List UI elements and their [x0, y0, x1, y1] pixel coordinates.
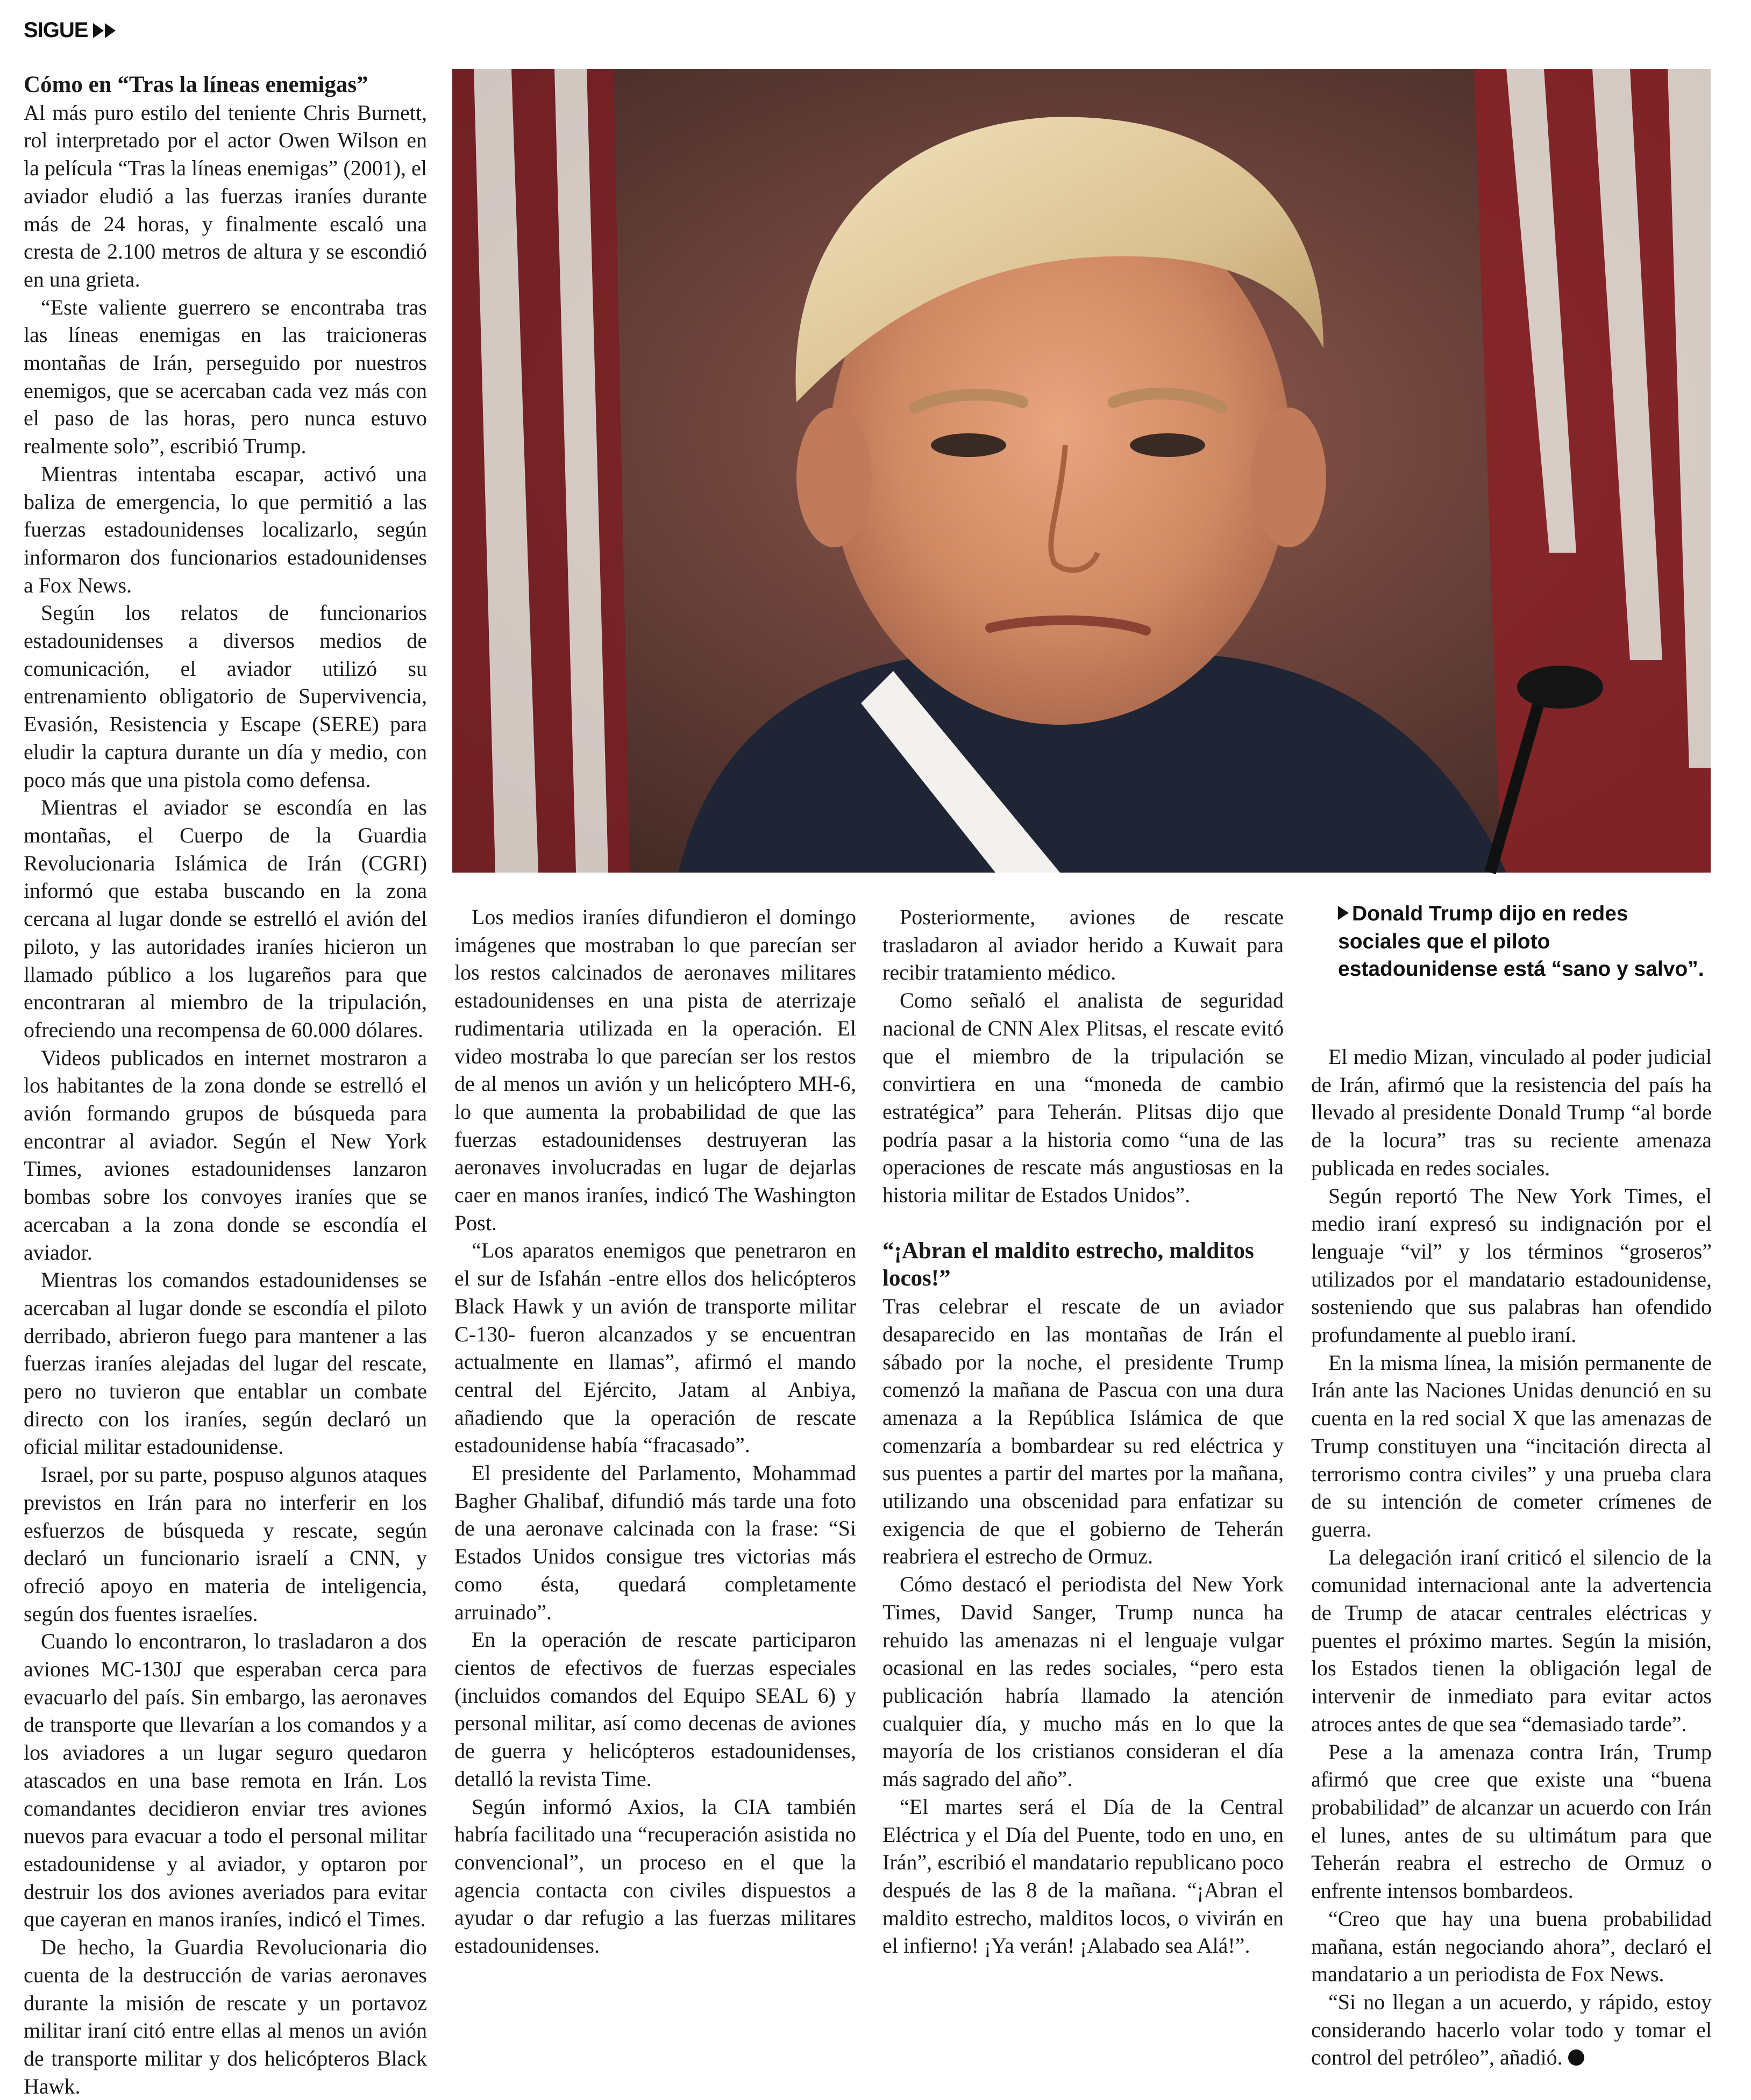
portrait-illustration: [452, 69, 1711, 873]
article-heading: Cómo en “Tras la líneas enemigas”: [24, 72, 368, 97]
paragraph: El medio Mizan, vinculado al poder judicial de Irán, afirmó que la resistencia del país ha llevado al presidente Donald Trump “al borde de la locura” tras su reciente amenaza publicada en redes sociales.: [1311, 1045, 1712, 1180]
photo-caption: [1338, 900, 1714, 983]
double-arrow-icon: [93, 23, 117, 38]
paragraph: Como señaló el analista de seguridad nacional de CNN Alex Plitsas, el rescate evitó que el miembro de la tripulación se convirtiera en una “moneda de cambio estratégica” para Teherán. Plitsas dijo que podría pasar a la historia como “una de las operaciones de rescate más angustiosas en la historia militar de Estados Unidos”.: [882, 988, 1284, 1208]
paragraph: Israel, por su parte, pospuso algunos ataques previstos en Irán para no interferir en los esfuerzos de búsqueda y rescate, según declaró un funcionario israelí a CNN, y ofreció apoyo en materia de inteligencia, según dos fuentes israelíes.: [24, 1462, 427, 1626]
paragraph: En la operación de rescate participaron cientos de efectivos de fuerzas especiales (incluidos comandos del Equipo SEAL 6) y personal militar, así como decenas de aviones de guerra y helicópteros estadounidenses, detalló la revista Time.: [454, 1627, 856, 1791]
paragraph: Cómo destacó el periodista del New York Times, David Sanger, Trump nunca ha rehuido las amenazas ni el lenguaje vulgar ocasional en las redes sociales, “pero esta publicación habría llamado la atención cualquier día, y mucho más en lo que la mayoría de los cristianos consideran el día más sagrado del año”.: [882, 1572, 1284, 1791]
paragraph: Posteriormente, aviones de rescate trasladaron al aviador herido a Kuwait para recibir tratamiento médico.: [882, 905, 1284, 985]
paragraph: Videos publicados en internet mostraron a los habitantes de la zona donde se estrelló el avión formando grupos de búsqueda para encontrar al aviador. Según el New York Times, aviones estadounidenses lanzaron bombas sobre los convoyes iraníes que se acercaban a la zona donde se escondía el aviador.: [24, 1045, 427, 1265]
article-column-1: [24, 71, 427, 2100]
end-mark-icon: [1568, 2049, 1584, 2066]
paragraph-text: “Si no llegan a un acuerdo, y rápido, estoy considerando hacerlo volar todo y tomar el control del petróleo”, añadió.: [1311, 1989, 1712, 2070]
paragraph: En la misma línea, la misión permanente de Irán ante las Naciones Unidas denunció en su cuenta en la red social X que las amenazas de Trump constituyen una “incitación directa al terrorismo contra civiles” y una prueba clara de su intención de cometer crímenes de guerra.: [1311, 1350, 1712, 1541]
paragraph: Mientras los comandos estadounidenses se acercaban al lugar donde se escondía el piloto derribado, abrieron fuego para mantener a las fuerzas iraníes alejadas del lugar del rescate, pero no tuvieron que entablar un combate directo con los iraníes, según declaró un oficial militar estadounidense.: [24, 1268, 427, 1459]
caption-arrow-icon: [1338, 906, 1349, 920]
paragraph: “Los aparatos enemigos que penetraron en el sur de Isfahán -entre ellos dos helicópteros Black Hawk y un avión de transporte militar C-130- fueron alcanzados y se encuentran actualmente en llamas”, afirmó el mando central del Ejército, Jatam al Anbiya, añadiendo que la operación de rescate estadounidense había “fracasado”.: [454, 1238, 856, 1458]
paragraph: Según reportó The New York Times, el medio iraní expresó su indignación por el lenguaje “vil” y los términos “groseros” utilizados por el mandatario estadounidense, sosteniendo que sus palabras han ofendido profundamente al pueblo iraní.: [1311, 1183, 1712, 1347]
paragraph: “Creo que hay una buena probabilidad mañana, están negociando ahora”, declaró el mandatario a un periodista de Fox News.: [1311, 1906, 1712, 1987]
photo-trump: [452, 69, 1711, 873]
paragraph: Según informó Axios, la CIA también habría facilitado una “recuperación asistida no convencional”, un proceso en el que la agencia contacta con civiles dispuestos a ayudar o dar refugio a las fuerzas militares estadounidenses.: [454, 1794, 856, 1958]
paragraph: La delegación iraní criticó el silencio de la comunidad internacional ante la advertencia de Trump de atacar centrales eléctricas y puentes el próximo martes. Según la misión, los Estados tienen la obligación legal de intervenir de inmediato para evitar actos atroces antes de que sea “demasiado tarde”.: [1311, 1545, 1712, 1736]
caption-text: Donald Trump dijo en redes sociales que el piloto estadounidense está “sano y salvo”.: [1338, 902, 1704, 981]
article-column-4: [1311, 1043, 1712, 2072]
paragraph: Según los relatos de funcionarios estadounidenses a diversos medios de comunicación, el aviador utilizó su entrenamiento obligatorio de Supervivencia, Evasión, Resistencia y Escape (SERE) para eludir la captura durante un día y medio, con poco más que una pistola como defensa.: [24, 601, 427, 792]
paragraph: “Este valiente guerrero se encontraba tras las líneas enemigas en las traicioneras montañas de Irán, perseguido por nuestros enemigos, que se acercaban cada vez más con el paso de las horas, pero nunca estuvo realmente solo”, escribió Trump.: [24, 295, 427, 459]
paragraph: Cuando lo encontraron, lo trasladaron a dos aviones MC-130J que esperaban cerca para evacuarlo del país. Sin embargo, las aeronaves de transporte que llevarían a los comandos y a los aviadores a un lugar seguro quedaron atascados en una base remota en Irán. Los comandantes decidieron enviar tres aviones nuevos para evacuar a todo el personal militar estadounidense y al aviador, y optaron por destruir los dos aviones averiados para evitar que cayeran en manos iraníes, indicó el Times.: [24, 1629, 427, 1932]
section-label: [24, 18, 117, 42]
paragraph: El presidente del Parlamento, Mohammad Bagher Ghalibaf, difundió más tarde una foto de una aeronave calcinada con la frase: “Si Estados Unidos consigue tres victorias más como ésta, quedará completamente arruinado”.: [454, 1461, 856, 1624]
paragraph: “El martes será el Día de la Central Eléctrica y el Día del Puente, todo en uno, en Irán”, escribió el mandatario republicano poco después de las 8 de la mañana. “¡Abran el maldito estrecho, malditos locos, o vivirán en el infierno! ¡Ya verán! ¡Alabado sea Alá!”.: [882, 1794, 1284, 1958]
paragraph: Los medios iraníes difundieron el domingo imágenes que mostraban lo que parecían ser los restos calcinados de aeronaves militares estadounidenses en una pista de aterrizaje rudimentaria utilizada en la operación. El video mostraba lo que parecían ser los restos de al menos un avión y un helicóptero MH-6, lo que aumenta la probabilidad de que las fuerzas estadounidenses destruyeran las aeronaves involucradas en lugar de dejarlas caer en manos iraníes, indicó The Washington Post.: [454, 905, 856, 1235]
paragraph: Pese a la amenaza contra Irán, Trump afirmó que cree que existe una “buena probabilidad” de alcanzar un acuerdo con Irán el lunes, antes de su ultimátum para que Teherán reabra el estrecho de Ormuz o enfrente intensos bombardeos.: [1311, 1739, 1712, 1903]
paragraph: Tras celebrar el rescate de un aviador desaparecido en las montañas de Irán el sábado por la noche, el presidente Trump comenzó la mañana de Pascua con una dura amenaza a la República Islámica de que comenzaría a bombardear su red eléctrica y sus puentes a partir del martes por la mañana, utilizando una obscenidad para enfatizar su exigencia de que el gobierno de Teherán reabriera el estrecho de Ormuz.: [882, 1294, 1284, 1569]
last-paragraph: [1311, 1988, 1712, 2072]
section-label-text: SIGUE: [24, 18, 88, 42]
paragraph: Mientras el aviador se escondía en las montañas, el Cuerpo de la Guardia Revolucionaria Islámica de Irán (CGRI) informó que estaba buscando en la zona cercana al lugar donde se estrelló el avión del piloto, y las autoridades iraníes hicieron un llamado público a los lugareños para que encontraran al miembro de la tripulación, ofreciendo una recompensa de 60.000 dólares.: [24, 795, 427, 1042]
paragraph: De hecho, la Guardia Revolucionaria dio cuenta de la destrucción de varias aeronaves durante la misión de rescate y un portavoz militar iraní citó entre ellas al menos un avión de transporte militar y dos helicópteros Black Hawk.: [24, 1935, 427, 2098]
paragraph: Al más puro estilo del teniente Chris Burnett, rol interpretado por el actor Owen Wilson en la película “Tras la líneas enemigas” (2001), el aviador eludió a las fuerzas iraníes durante más de 24 horas, y finalmente escaló una cresta de 2.100 metros de altura y se escondió en una grieta.: [24, 100, 427, 291]
article-column-2: [454, 903, 856, 1960]
paragraph: Mientras intentaba escapar, activó una baliza de emergencia, lo que permitió a las fuerzas estadounidenses localizarlo, según informaron dos funcionarios estadounidenses a Fox News.: [24, 461, 427, 597]
article-subheading: “¡Abran el maldito estrecho, malditos locos!”: [882, 1238, 1254, 1291]
article-column-3: [882, 903, 1284, 1960]
